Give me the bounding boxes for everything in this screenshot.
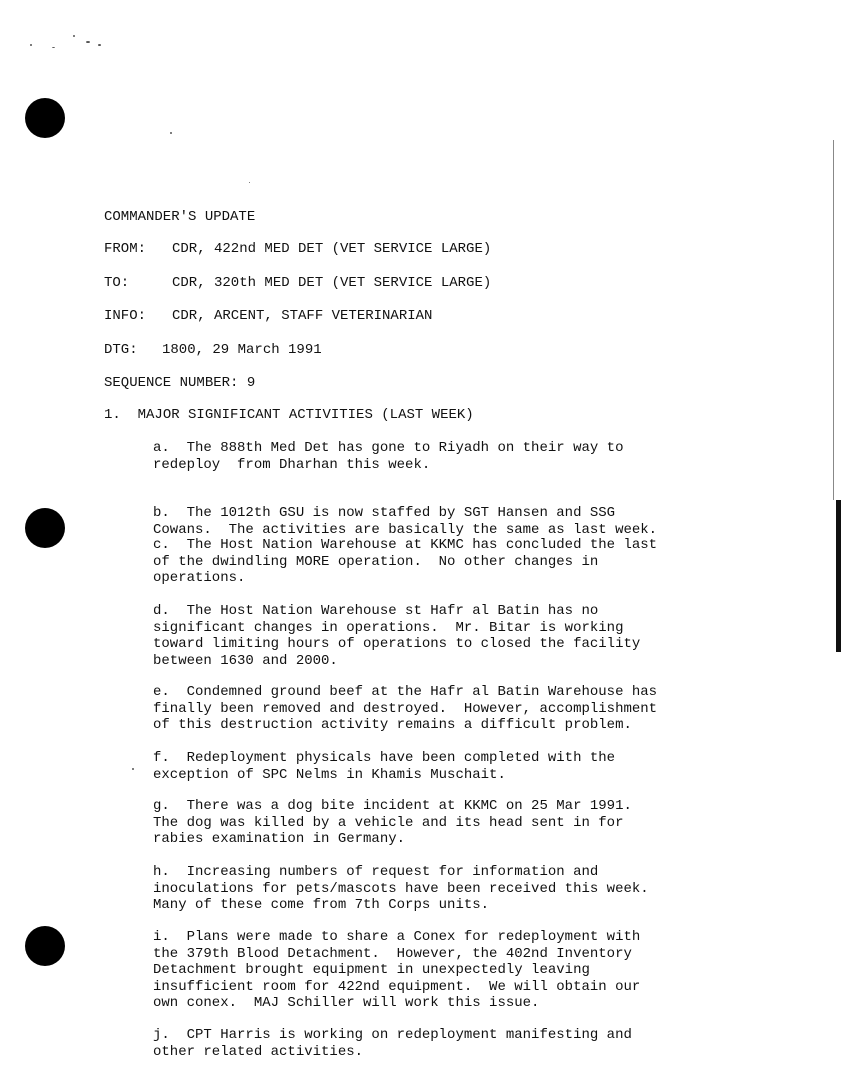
info-label: INFO: (104, 308, 147, 324)
to-line (104, 275, 491, 291)
sequence-value: 9 (246, 375, 256, 391)
paragraph-b: b. The 1012th GSU is now staffed by SGT Hansen and SSG Cowans. The activities are basically the same as last week. (153, 505, 658, 538)
section-heading (104, 407, 474, 423)
scan-speck (132, 768, 134, 770)
from-line (104, 241, 491, 257)
paragraph-a: a. The 888th Med Det has gone to Riyadh on their way to redeploy from Dharhan this week. (153, 440, 624, 473)
sequence-label: SEQUENCE NUMBER: (104, 375, 239, 391)
paragraph-f: f. Redeployment physicals have been completed with the exception of SPC Nelms in Khamis Muschait. (153, 750, 616, 783)
to-label: TO: (104, 275, 130, 291)
paragraph-g: g. There was a dog bite incident at KKMC on 25 Mar 1991. The dog was killed by a vehicle and its head sent in for rabies examination in Germany. (153, 798, 632, 847)
paragraph-h: h. Increasing numbers of request for information and inoculations for pets/mascots have been received this week. Many of these come from 7th Corps units. (153, 864, 649, 913)
scan-speck (249, 182, 250, 183)
info-line (104, 308, 432, 324)
section-title: MAJOR SIGNIFICANT ACTIVITIES (LAST WEEK) (137, 407, 474, 423)
dtg-line (104, 342, 322, 358)
punch-hole-bottom (25, 926, 65, 966)
to-value: CDR, 320th MED DET (VET SERVICE LARGE) (172, 275, 492, 291)
dtg-value: 1800, 29 March 1991 (162, 342, 322, 358)
info-value: CDR, ARCENT, STAFF VETERINARIAN (172, 308, 433, 324)
paragraph-e: e. Condemned ground beef at the Hafr al Batin Warehouse has finally been removed and destroyed. However, accomplishment of this destruction activity remains a difficult problem. (153, 684, 658, 733)
paragraph-d: d. The Host Nation Warehouse st Hafr al Batin has no significant changes in operations. Mr. Bitar is working toward limiting hours of operations to closed the facility between 1630 and 2000. (153, 603, 641, 669)
scan-speck (170, 132, 172, 134)
scan-speck (30, 44, 32, 46)
scan-edge-line (833, 140, 834, 500)
scan-edge-bar (836, 500, 841, 652)
paragraph-i: i. Plans were made to share a Conex for redeployment with the 379th Blood Detachment. However, the 402nd Inventory Detachment brought equipment in unexpectedly leaving insufficient room for 422nd equipment. We will obtain our own conex. MAJ Schiller will work this issue. (153, 929, 641, 1011)
paragraph-j: j. CPT Harris is working on redeployment manifesting and other related activities. (153, 1027, 632, 1060)
dtg-label: DTG: (104, 342, 138, 358)
from-value: CDR, 422nd MED DET (VET SERVICE LARGE) (172, 241, 492, 257)
scan-speck (52, 47, 55, 48)
punch-hole-top (25, 98, 65, 138)
scan-speck (73, 35, 75, 37)
punch-hole-middle (25, 508, 65, 548)
paragraph-c: c. The Host Nation Warehouse at KKMC has concluded the last of the dwindling MORE operation. No other changes in operations. (153, 537, 658, 586)
scan-speck (86, 41, 90, 43)
sequence-line (104, 375, 255, 391)
scan-speck (98, 44, 101, 46)
section-number: 1. (104, 407, 121, 423)
document-title: COMMANDER'S UPDATE (104, 209, 256, 225)
from-label: FROM: (104, 241, 147, 257)
